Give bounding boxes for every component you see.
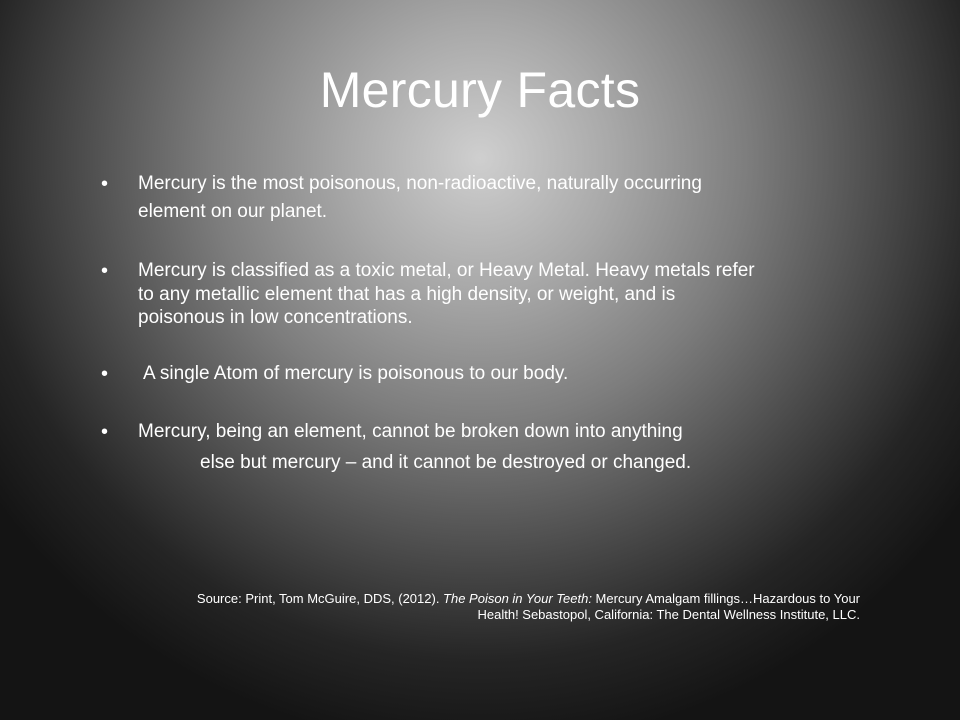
bullet-marker: • <box>101 363 109 385</box>
bullet-text-line: poisonous in low concentrations. <box>138 307 413 328</box>
bullet-text-line: Mercury is classified as a toxic metal, or Heavy Metal. Heavy metals refer <box>138 260 755 281</box>
source-prefix: Source: Print, Tom McGuire, DDS, (2012). <box>196 591 444 606</box>
bullet-text-line: to any metallic element that has a high density, or weight, and is <box>138 284 676 305</box>
source-citation <box>120 591 860 623</box>
source-suffix: Mercury Amalgam fillings…Hazardous to Your <box>591 591 860 606</box>
bullet-text-line: Mercury is the most poisonous, non-radioactive, naturally occurring <box>138 173 702 194</box>
bullet-text-line: else but mercury – and it cannot be destroyed or changed. <box>200 452 692 473</box>
slide-title: Mercury Facts <box>319 62 641 118</box>
source-citation-line-2: Health! Sebastopol, California: The Dental Wellness Institute, LLC. <box>477 607 860 622</box>
source-citation-line-1 <box>120 591 860 607</box>
bullet-marker: • <box>101 260 109 282</box>
bullet-marker: • <box>101 421 109 443</box>
bullet-text-line: A single Atom of mercury is poisonous to our body. <box>143 363 569 384</box>
bullet-text-line: element on our planet. <box>138 201 328 222</box>
bullet-text-line: Mercury, being an element, cannot be broken down into anything <box>138 421 683 442</box>
bullet-marker: • <box>101 173 109 195</box>
source-book-title: The Poison in Your Teeth: <box>443 591 592 606</box>
